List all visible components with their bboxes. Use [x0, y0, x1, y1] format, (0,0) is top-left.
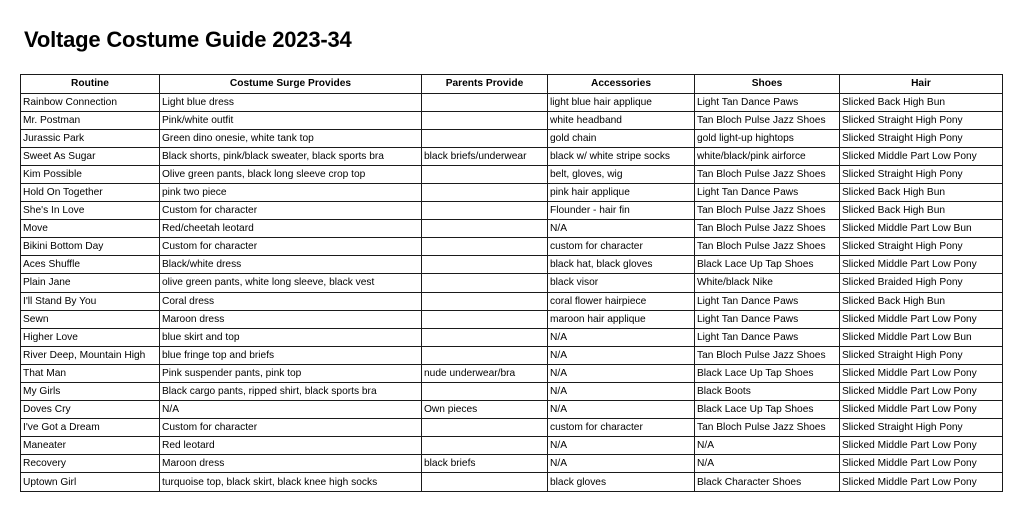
table-row — [21, 328, 1003, 346]
cell-parents-provide — [422, 183, 548, 201]
cell-shoes: Light Tan Dance Paws — [695, 93, 840, 111]
cell-shoes: Light Tan Dance Paws — [695, 292, 840, 310]
cell-routine: Doves Cry — [21, 401, 160, 419]
cell-parents-provide — [422, 437, 548, 455]
cell-accessories: maroon hair applique — [548, 310, 695, 328]
column-header-shoes: Shoes — [695, 75, 840, 94]
table-row — [21, 129, 1003, 147]
cell-routine: Aces Shuffle — [21, 256, 160, 274]
cell-hair: Slicked Middle Part Low Bun — [840, 328, 1003, 346]
cell-routine: Hold On Together — [21, 183, 160, 201]
cell-parents-provide — [422, 473, 548, 491]
cell-shoes: Tan Bloch Pulse Jazz Shoes — [695, 202, 840, 220]
cell-routine: Sewn — [21, 310, 160, 328]
document-title: Voltage Costume Guide 2023-34 — [24, 27, 352, 52]
cell-hair: Slicked Back High Bun — [840, 93, 1003, 111]
table-row — [21, 364, 1003, 382]
cell-costume-surge-provides: Maroon dress — [160, 455, 422, 473]
cell-costume-surge-provides: Pink/white outfit — [160, 111, 422, 129]
cell-routine: That Man — [21, 364, 160, 382]
table-row — [21, 401, 1003, 419]
cell-accessories: coral flower hairpiece — [548, 292, 695, 310]
cell-shoes: N/A — [695, 455, 840, 473]
table-row — [21, 165, 1003, 183]
table-row — [21, 238, 1003, 256]
cell-hair: Slicked Straight High Pony — [840, 129, 1003, 147]
cell-accessories: N/A — [548, 383, 695, 401]
cell-routine: Higher Love — [21, 328, 160, 346]
cell-accessories: N/A — [548, 401, 695, 419]
cell-costume-surge-provides: blue fringe top and briefs — [160, 346, 422, 364]
table-row — [21, 220, 1003, 238]
cell-routine: Maneater — [21, 437, 160, 455]
cell-accessories: N/A — [548, 328, 695, 346]
table-row — [21, 202, 1003, 220]
cell-costume-surge-provides: turquoise top, black skirt, black knee high socks — [160, 473, 422, 491]
cell-costume-surge-provides: Custom for character — [160, 238, 422, 256]
cell-accessories: belt, gloves, wig — [548, 165, 695, 183]
cell-hair: Slicked Straight High Pony — [840, 419, 1003, 437]
cell-routine: Sweet As Sugar — [21, 147, 160, 165]
cell-parents-provide: black briefs — [422, 455, 548, 473]
cell-shoes: white/black/pink airforce — [695, 147, 840, 165]
cell-hair: Slicked Middle Part Low Pony — [840, 310, 1003, 328]
cell-costume-surge-provides: olive green pants, white long sleeve, black vest — [160, 274, 422, 292]
cell-hair: Slicked Middle Part Low Pony — [840, 383, 1003, 401]
cell-costume-surge-provides: Pink suspender pants, pink top — [160, 364, 422, 382]
cell-accessories: gold chain — [548, 129, 695, 147]
cell-costume-surge-provides: Red/cheetah leotard — [160, 220, 422, 238]
cell-shoes: Black Boots — [695, 383, 840, 401]
cell-costume-surge-provides: Black/white dress — [160, 256, 422, 274]
table-row — [21, 419, 1003, 437]
cell-parents-provide — [422, 93, 548, 111]
cell-shoes: Black Character Shoes — [695, 473, 840, 491]
cell-parents-provide — [422, 346, 548, 364]
cell-accessories: N/A — [548, 437, 695, 455]
cell-costume-surge-provides: N/A — [160, 401, 422, 419]
cell-routine: My Girls — [21, 383, 160, 401]
cell-accessories: N/A — [548, 455, 695, 473]
cell-hair: Slicked Back High Bun — [840, 202, 1003, 220]
cell-shoes: Black Lace Up Tap Shoes — [695, 401, 840, 419]
cell-hair: Slicked Middle Part Low Pony — [840, 473, 1003, 491]
table-body — [21, 93, 1003, 491]
cell-routine: Bikini Bottom Day — [21, 238, 160, 256]
cell-accessories: pink hair applique — [548, 183, 695, 201]
cell-hair: Slicked Middle Part Low Pony — [840, 147, 1003, 165]
cell-parents-provide — [422, 292, 548, 310]
cell-costume-surge-provides: Custom for character — [160, 202, 422, 220]
cell-shoes: Light Tan Dance Paws — [695, 328, 840, 346]
table-row — [21, 455, 1003, 473]
cell-accessories: black gloves — [548, 473, 695, 491]
cell-parents-provide — [422, 238, 548, 256]
cell-accessories: light blue hair applique — [548, 93, 695, 111]
cell-shoes: Black Lace Up Tap Shoes — [695, 256, 840, 274]
table-row — [21, 437, 1003, 455]
cell-hair: Slicked Back High Bun — [840, 183, 1003, 201]
table-row — [21, 346, 1003, 364]
cell-shoes: N/A — [695, 437, 840, 455]
cell-parents-provide: nude underwear/bra — [422, 364, 548, 382]
cell-routine: I'll Stand By You — [21, 292, 160, 310]
cell-shoes: Tan Bloch Pulse Jazz Shoes — [695, 346, 840, 364]
cell-parents-provide — [422, 274, 548, 292]
cell-routine: Plain Jane — [21, 274, 160, 292]
cell-hair: Slicked Back High Bun — [840, 292, 1003, 310]
cell-accessories: custom for character — [548, 238, 695, 256]
cell-costume-surge-provides: blue skirt and top — [160, 328, 422, 346]
table-row — [21, 256, 1003, 274]
cell-accessories: black hat, black gloves — [548, 256, 695, 274]
cell-routine: Kim Possible — [21, 165, 160, 183]
cell-costume-surge-provides: Coral dress — [160, 292, 422, 310]
cell-costume-surge-provides: Custom for character — [160, 419, 422, 437]
cell-parents-provide: black briefs/underwear — [422, 147, 548, 165]
costume-guide-table — [20, 74, 1003, 492]
cell-parents-provide — [422, 383, 548, 401]
cell-costume-surge-provides: Green dino onesie, white tank top — [160, 129, 422, 147]
table-row — [21, 147, 1003, 165]
cell-routine: Jurassic Park — [21, 129, 160, 147]
cell-parents-provide — [422, 310, 548, 328]
cell-routine: She's In Love — [21, 202, 160, 220]
cell-shoes: Tan Bloch Pulse Jazz Shoes — [695, 419, 840, 437]
cell-hair: Slicked Straight High Pony — [840, 111, 1003, 129]
cell-accessories: N/A — [548, 364, 695, 382]
cell-routine: Recovery — [21, 455, 160, 473]
header-row — [21, 75, 1003, 94]
cell-hair: Slicked Middle Part Low Pony — [840, 455, 1003, 473]
cell-routine: Move — [21, 220, 160, 238]
table-row — [21, 383, 1003, 401]
cell-parents-provide — [422, 111, 548, 129]
table-row — [21, 111, 1003, 129]
cell-costume-surge-provides: Olive green pants, black long sleeve crop top — [160, 165, 422, 183]
cell-shoes: gold light-up hightops — [695, 129, 840, 147]
cell-parents-provide — [422, 220, 548, 238]
column-header-routine: Routine — [21, 75, 160, 94]
column-header-hair: Hair — [840, 75, 1003, 94]
cell-hair: Slicked Straight High Pony — [840, 346, 1003, 364]
cell-accessories: white headband — [548, 111, 695, 129]
cell-parents-provide — [422, 202, 548, 220]
cell-hair: Slicked Straight High Pony — [840, 165, 1003, 183]
cell-parents-provide: Own pieces — [422, 401, 548, 419]
cell-routine: Rainbow Connection — [21, 93, 160, 111]
cell-accessories: N/A — [548, 220, 695, 238]
cell-routine: I've Got a Dream — [21, 419, 160, 437]
cell-costume-surge-provides: Maroon dress — [160, 310, 422, 328]
cell-routine: River Deep, Mountain High — [21, 346, 160, 364]
cell-accessories: Flounder - hair fin — [548, 202, 695, 220]
cell-parents-provide — [422, 419, 548, 437]
cell-routine: Mr. Postman — [21, 111, 160, 129]
column-header-parents-provide: Parents Provide — [422, 75, 548, 94]
cell-hair: Slicked Middle Part Low Pony — [840, 401, 1003, 419]
table-row — [21, 93, 1003, 111]
column-header-accessories: Accessories — [548, 75, 695, 94]
cell-shoes: Light Tan Dance Paws — [695, 310, 840, 328]
cell-parents-provide — [422, 165, 548, 183]
cell-shoes: Tan Bloch Pulse Jazz Shoes — [695, 165, 840, 183]
cell-hair: Slicked Middle Part Low Bun — [840, 220, 1003, 238]
cell-shoes: Light Tan Dance Paws — [695, 183, 840, 201]
cell-hair: Slicked Middle Part Low Pony — [840, 256, 1003, 274]
cell-routine: Uptown Girl — [21, 473, 160, 491]
cell-parents-provide — [422, 129, 548, 147]
cell-accessories: black w/ white stripe socks — [548, 147, 695, 165]
cell-hair: Slicked Middle Part Low Pony — [840, 364, 1003, 382]
cell-costume-surge-provides: Black shorts, pink/black sweater, black sports bra — [160, 147, 422, 165]
column-header-costume-surge-provides: Costume Surge Provides — [160, 75, 422, 94]
table-row — [21, 274, 1003, 292]
table-row — [21, 292, 1003, 310]
cell-parents-provide — [422, 328, 548, 346]
cell-hair: Slicked Straight High Pony — [840, 238, 1003, 256]
cell-hair: Slicked Braided High Pony — [840, 274, 1003, 292]
cell-parents-provide — [422, 256, 548, 274]
cell-shoes: Tan Bloch Pulse Jazz Shoes — [695, 238, 840, 256]
cell-costume-surge-provides: Light blue dress — [160, 93, 422, 111]
cell-shoes: Black Lace Up Tap Shoes — [695, 364, 840, 382]
cell-shoes: White/black Nike — [695, 274, 840, 292]
cell-costume-surge-provides: pink two piece — [160, 183, 422, 201]
cell-costume-surge-provides: Black cargo pants, ripped shirt, black sports bra — [160, 383, 422, 401]
table-row — [21, 310, 1003, 328]
cell-costume-surge-provides: Red leotard — [160, 437, 422, 455]
cell-accessories: custom for character — [548, 419, 695, 437]
cell-accessories: N/A — [548, 346, 695, 364]
cell-hair: Slicked Middle Part Low Pony — [840, 437, 1003, 455]
cell-accessories: black visor — [548, 274, 695, 292]
cell-shoes: Tan Bloch Pulse Jazz Shoes — [695, 111, 840, 129]
cell-shoes: Tan Bloch Pulse Jazz Shoes — [695, 220, 840, 238]
table-row — [21, 473, 1003, 491]
table-row — [21, 183, 1003, 201]
